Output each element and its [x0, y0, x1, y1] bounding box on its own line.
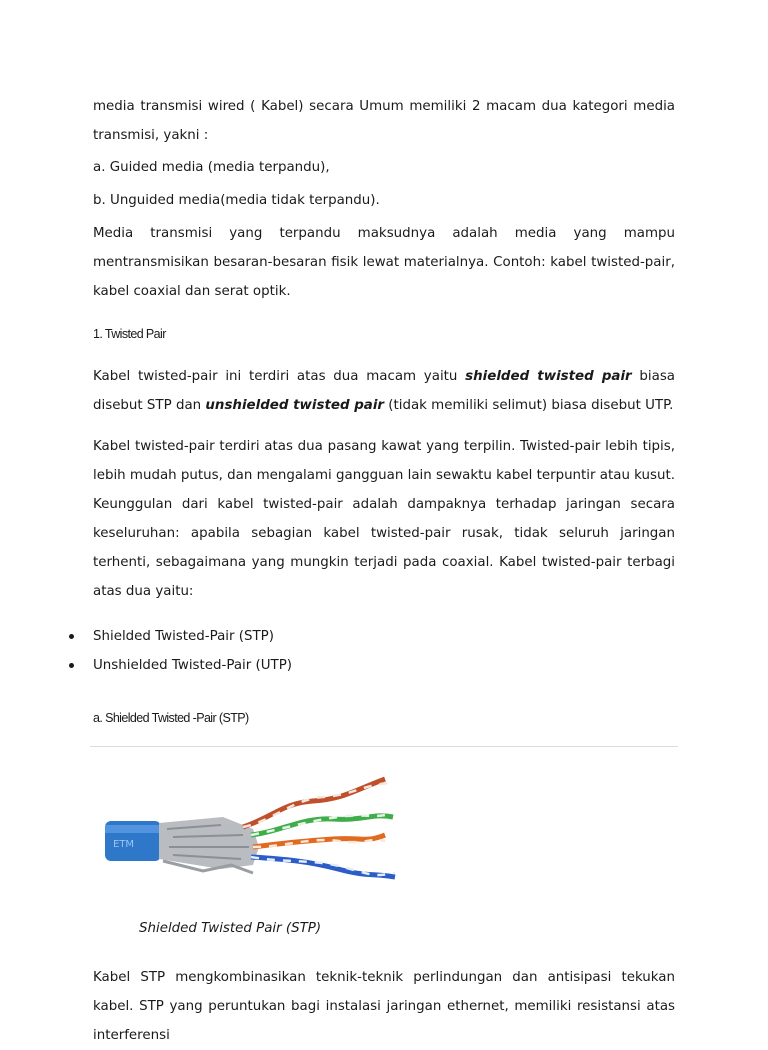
- list-item: [93, 651, 675, 680]
- bullet-icon: [69, 634, 74, 639]
- section-heading-twisted-pair: 1. Twisted Pair: [93, 327, 166, 341]
- intro-paragraph: media transmisi wired ( Kabel) secara Umum memiliki 2 macam dua kategori media transmisi, yakni :: [93, 99, 675, 143]
- list-item-label: Unshielded Twisted-Pair (UTP): [93, 658, 293, 673]
- figure-caption: Shielded Twisted Pair (STP): [139, 921, 322, 936]
- text-segment: (tidak memiliki selimut) biasa disebut UTP.: [384, 398, 674, 413]
- list-item-label: Shielded Twisted-Pair (STP): [93, 629, 274, 644]
- guided-media-paragraph: Media transmisi yang terpandu maksudnya adalah media yang mampu mentransmisikan besaran-besaran fisik lewat materialnya. Contoh: kabel twisted-pair, kabel coaxial dan serat optik.: [93, 226, 675, 299]
- stp-description-paragraph: Kabel STP mengkombinasikan teknik-teknik perlindungan dan antisipasi tekukan kabel. STP yang peruntukan bagi instalasi jaringan ethernet, memiliki resistansi atas interferensi: [93, 970, 675, 1043]
- list-item-unguided: b. Unguided media(media tidak terpandu).: [93, 193, 380, 208]
- pair-green: [251, 816, 393, 835]
- section-heading-stp: a. Shielded Twisted -Pair (STP): [93, 711, 249, 725]
- stp-figure: [93, 761, 675, 901]
- svg-text:ETM: ETM: [113, 839, 135, 850]
- stp-cable-illustration-icon: [103, 773, 403, 893]
- text-segment: biasa disebut STP dan: [93, 369, 675, 413]
- emphasis-stp: shielded twisted pair: [465, 369, 632, 384]
- list-item: [93, 622, 675, 651]
- emphasis-utp: unshielded twisted pair: [205, 398, 385, 413]
- text-segment: Kabel twisted-pair ini terdiri atas dua macam yaitu: [93, 369, 466, 384]
- list-item-guided: a. Guided media (media terpandu),: [93, 160, 330, 175]
- twisted-pair-description-paragraph: Kabel twisted-pair terdiri atas dua pasang kawat yang terpilin. Twisted-pair lebih tipis, lebih mudah putus, dan mengalami gangguan lain sewaktu kabel terpuntir atau kusut. Keunggulan dari kabel twisted-pair adalah dampaknya terhadap jaringan secara keseluruhan: apabila sebagian kabel twisted-pair rusak, tidak seluruh jaringan terhenti, sebagaimana yang mungkin terjadi pada coaxial. Kabel twisted-pair terbagi atas dua yaitu:: [93, 439, 675, 599]
- divider: [90, 746, 678, 747]
- twisted-pair-types-paragraph: [93, 362, 675, 420]
- document-page: [93, 92, 675, 1050]
- bullet-icon: [69, 663, 74, 668]
- cable-type-list: [93, 622, 675, 680]
